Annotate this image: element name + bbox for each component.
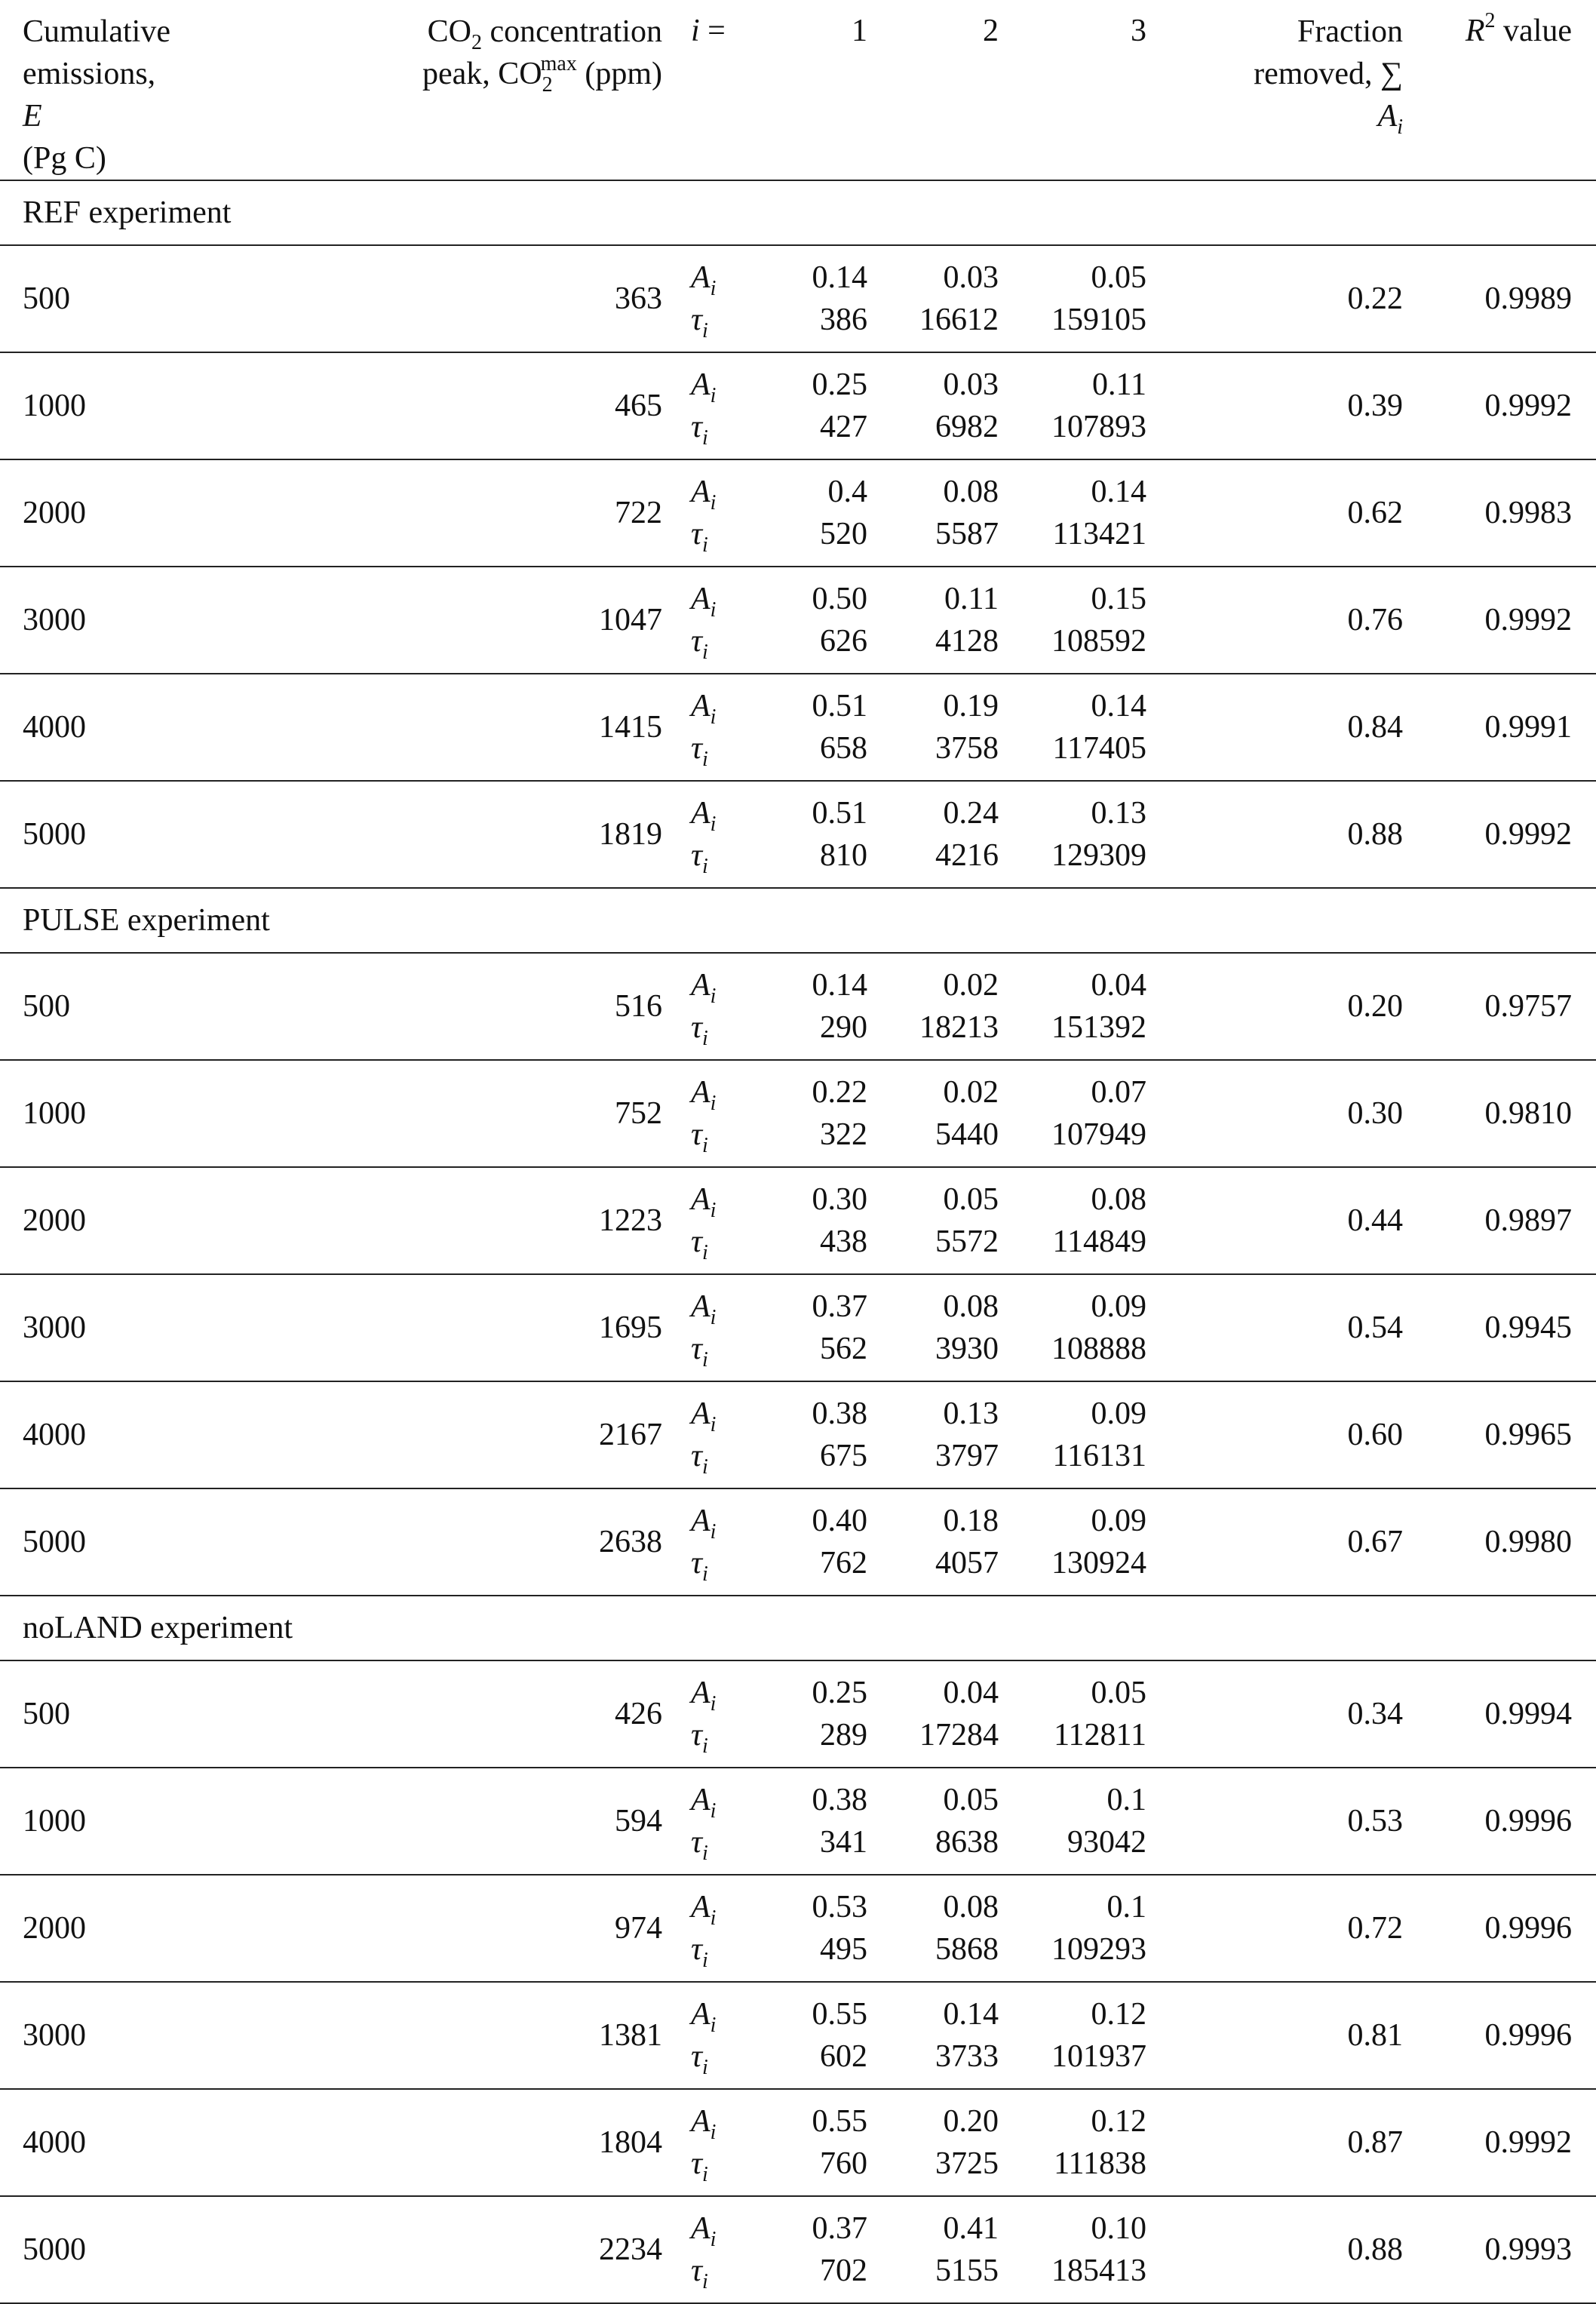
cell-i3: 0.13 129309 bbox=[999, 781, 1146, 888]
cell-i2: 0.08 5868 bbox=[867, 1875, 999, 1982]
header-i3: 3 bbox=[999, 0, 1146, 180]
cell-r2-value: 0.9992 bbox=[1403, 2089, 1596, 2196]
cell-r2-value: 0.9996 bbox=[1403, 1875, 1596, 1982]
cell-fraction-removed: 0.30 bbox=[1146, 1060, 1403, 1167]
cell-i2: 0.13 3797 bbox=[867, 1381, 999, 1488]
cell-fraction-removed: 0.39 bbox=[1146, 352, 1403, 459]
cell-co2-peak: 752 bbox=[354, 1060, 685, 1167]
cell-i3: 0.05 159105 bbox=[999, 245, 1146, 352]
cell-i2: 0.02 18213 bbox=[867, 953, 999, 1060]
cell-cumulative-emissions: 2000 bbox=[0, 1167, 354, 1274]
table-row bbox=[0, 1660, 1596, 1768]
cell-i3: 0.15 108592 bbox=[999, 567, 1146, 674]
cell-i2: 0.02 5440 bbox=[867, 1060, 999, 1167]
table-row bbox=[0, 953, 1596, 1060]
cell-fraction-removed: 0.60 bbox=[1146, 1381, 1403, 1488]
cell-i1: 0.50 626 bbox=[774, 567, 867, 674]
section-row bbox=[0, 1596, 1596, 1660]
cell-i3: 0.05 112811 bbox=[999, 1660, 1146, 1768]
cell-co2-peak: 363 bbox=[354, 245, 685, 352]
cell-i2: 0.19 3758 bbox=[867, 674, 999, 781]
table-row bbox=[0, 459, 1596, 567]
cell-r2-value: 0.9980 bbox=[1403, 1488, 1596, 1596]
cell-fraction-removed: 0.72 bbox=[1146, 1875, 1403, 1982]
table-row bbox=[0, 781, 1596, 888]
cell-i2: 0.05 5572 bbox=[867, 1167, 999, 1274]
cell-parameter-labels: $A_i$ $\tau_i$ bbox=[685, 1167, 774, 1274]
cell-co2-peak: 426 bbox=[354, 1660, 685, 1768]
cell-fraction-removed: 0.62 bbox=[1146, 459, 1403, 567]
section-title: REF experiment bbox=[0, 180, 1596, 245]
cell-co2-peak: 1047 bbox=[354, 567, 685, 674]
cell-i3: 0.04 151392 bbox=[999, 953, 1146, 1060]
cell-cumulative-emissions: 5000 bbox=[0, 781, 354, 888]
section-row bbox=[0, 180, 1596, 245]
cell-cumulative-emissions: 1000 bbox=[0, 1060, 354, 1167]
cell-cumulative-emissions: 2000 bbox=[0, 459, 354, 567]
table-row bbox=[0, 1875, 1596, 1982]
cell-i1: 0.40 762 bbox=[774, 1488, 867, 1596]
cell-i1: 0.55 760 bbox=[774, 2089, 867, 2196]
cell-cumulative-emissions: 4000 bbox=[0, 674, 354, 781]
header-co2-peak bbox=[354, 0, 685, 180]
cell-cumulative-emissions: 1000 bbox=[0, 1768, 354, 1875]
cell-fraction-removed: 0.53 bbox=[1146, 1768, 1403, 1875]
cell-r2-value: 0.9992 bbox=[1403, 567, 1596, 674]
cell-cumulative-emissions: 5000 bbox=[0, 1488, 354, 1596]
header-i2: 2 bbox=[867, 0, 999, 180]
cell-i2: 0.03 16612 bbox=[867, 245, 999, 352]
cell-fraction-removed: 0.44 bbox=[1146, 1167, 1403, 1274]
table-row bbox=[0, 245, 1596, 352]
cell-r2-value: 0.9810 bbox=[1403, 1060, 1596, 1167]
cell-cumulative-emissions: 1000 bbox=[0, 352, 354, 459]
cell-co2-peak: 1223 bbox=[354, 1167, 685, 1274]
cell-i3: 0.08 114849 bbox=[999, 1167, 1146, 1274]
cell-fraction-removed: 0.84 bbox=[1146, 674, 1403, 781]
cell-r2-value: 0.9994 bbox=[1403, 1660, 1596, 1768]
header-r2: $R^2$ value bbox=[1403, 0, 1596, 180]
cell-i3: 0.12 111838 bbox=[999, 2089, 1146, 2196]
cell-i2: 0.03 6982 bbox=[867, 352, 999, 459]
cell-i1: 0.30 438 bbox=[774, 1167, 867, 1274]
table-row bbox=[0, 674, 1596, 781]
cell-r2-value: 0.9897 bbox=[1403, 1167, 1596, 1274]
cell-parameter-labels: $A_i$ $\tau_i$ bbox=[685, 2089, 774, 2196]
cell-i3: 0.14 113421 bbox=[999, 459, 1146, 567]
cell-cumulative-emissions: 500 bbox=[0, 953, 354, 1060]
cell-co2-peak: 1819 bbox=[354, 781, 685, 888]
cell-cumulative-emissions: 4000 bbox=[0, 2089, 354, 2196]
cell-parameter-labels: $A_i$ $\tau_i$ bbox=[685, 567, 774, 674]
cell-i1: 0.37 702 bbox=[774, 2196, 867, 2303]
cell-i1: 0.38 341 bbox=[774, 1768, 867, 1875]
cell-fraction-removed: 0.54 bbox=[1146, 1274, 1403, 1381]
cell-fraction-removed: 0.20 bbox=[1146, 953, 1403, 1060]
header-row bbox=[0, 0, 1596, 180]
cell-cumulative-emissions: 500 bbox=[0, 245, 354, 352]
cell-i1: 0.25 427 bbox=[774, 352, 867, 459]
cell-i2: 0.14 3733 bbox=[867, 1982, 999, 2089]
cell-parameter-labels: $A_i$ $\tau_i$ bbox=[685, 1381, 774, 1488]
table-row bbox=[0, 1167, 1596, 1274]
cell-parameter-labels: $A_i$ $\tau_i$ bbox=[685, 953, 774, 1060]
cell-i2: 0.24 4216 bbox=[867, 781, 999, 888]
table-header bbox=[0, 0, 1596, 180]
cell-i2: 0.08 5587 bbox=[867, 459, 999, 567]
cell-i1: 0.14 386 bbox=[774, 245, 867, 352]
cell-i2: 0.20 3725 bbox=[867, 2089, 999, 2196]
table-row bbox=[0, 1982, 1596, 2089]
header-i: i = bbox=[685, 0, 774, 180]
table-row bbox=[0, 1274, 1596, 1381]
table-row bbox=[0, 2089, 1596, 2196]
cell-i2: 0.11 4128 bbox=[867, 567, 999, 674]
cell-co2-peak: 2234 bbox=[354, 2196, 685, 2303]
cell-i3: 0.14 117405 bbox=[999, 674, 1146, 781]
cell-r2-value: 0.9992 bbox=[1403, 352, 1596, 459]
cell-i1: 0.53 495 bbox=[774, 1875, 867, 1982]
cell-i1: 0.22 322 bbox=[774, 1060, 867, 1167]
cell-cumulative-emissions: 3000 bbox=[0, 1982, 354, 2089]
header-cumulative-emissions bbox=[0, 0, 354, 180]
cell-parameter-labels: $A_i$ $\tau_i$ bbox=[685, 1274, 774, 1381]
header-fraction-removed bbox=[1146, 0, 1403, 180]
cell-fraction-removed: 0.88 bbox=[1146, 2196, 1403, 2303]
section-title: noLAND experiment bbox=[0, 1596, 1596, 1660]
cell-cumulative-emissions: 3000 bbox=[0, 1274, 354, 1381]
cell-i1: 0.37 562 bbox=[774, 1274, 867, 1381]
cell-i2: 0.41 5155 bbox=[867, 2196, 999, 2303]
cell-co2-peak: 1695 bbox=[354, 1274, 685, 1381]
cell-r2-value: 0.9991 bbox=[1403, 674, 1596, 781]
cell-co2-peak: 1804 bbox=[354, 2089, 685, 2196]
cell-cumulative-emissions: 3000 bbox=[0, 567, 354, 674]
cell-co2-peak: 2638 bbox=[354, 1488, 685, 1596]
header-col2-line1: $CO_2$ concentration bbox=[427, 14, 662, 54]
cell-i3: 0.1 109293 bbox=[999, 1875, 1146, 1982]
cell-parameter-labels: $A_i$ $\tau_i$ bbox=[685, 674, 774, 781]
cell-i1: 0.25 289 bbox=[774, 1660, 867, 1768]
cell-parameter-labels: $A_i$ $\tau_i$ bbox=[685, 459, 774, 567]
cell-i1: 0.55 602 bbox=[774, 1982, 867, 2089]
cell-r2-value: 0.9983 bbox=[1403, 459, 1596, 567]
header-i1: 1 bbox=[774, 0, 867, 180]
cell-fraction-removed: 0.22 bbox=[1146, 245, 1403, 352]
section-title: PULSE experiment bbox=[0, 888, 1596, 953]
cell-cumulative-emissions: 4000 bbox=[0, 1381, 354, 1488]
cell-i2: 0.08 3930 bbox=[867, 1274, 999, 1381]
cell-r2-value: 0.9993 bbox=[1403, 2196, 1596, 2303]
cell-co2-peak: 516 bbox=[354, 953, 685, 1060]
cell-co2-peak: 722 bbox=[354, 459, 685, 567]
cell-parameter-labels: $A_i$ $\tau_i$ bbox=[685, 352, 774, 459]
cell-r2-value: 0.9989 bbox=[1403, 245, 1596, 352]
cell-parameter-labels: $A_i$ $\tau_i$ bbox=[685, 245, 774, 352]
cell-i1: 0.4 520 bbox=[774, 459, 867, 567]
cell-i3: 0.12 101937 bbox=[999, 1982, 1146, 2089]
cell-co2-peak: 594 bbox=[354, 1768, 685, 1875]
cell-i2: 0.05 8638 bbox=[867, 1768, 999, 1875]
table-row bbox=[0, 1768, 1596, 1875]
table-row bbox=[0, 1381, 1596, 1488]
cell-fraction-removed: 0.34 bbox=[1146, 1660, 1403, 1768]
cell-r2-value: 0.9996 bbox=[1403, 1768, 1596, 1875]
cell-parameter-labels: $A_i$ $\tau_i$ bbox=[685, 2196, 774, 2303]
cell-r2-value: 0.9992 bbox=[1403, 781, 1596, 888]
table-body bbox=[0, 180, 1596, 2303]
cell-i3: 0.09 108888 bbox=[999, 1274, 1146, 1381]
cell-i2: 0.18 4057 bbox=[867, 1488, 999, 1596]
header-col7-line1: Fraction bbox=[1297, 14, 1403, 49]
cell-i3: 0.07 107949 bbox=[999, 1060, 1146, 1167]
cell-parameter-labels: $A_i$ $\tau_i$ bbox=[685, 1875, 774, 1982]
table-row bbox=[0, 2196, 1596, 2303]
header-col2-line2: peak, $CO_2^{max}$ (ppm) bbox=[422, 52, 662, 97]
cell-i3: 0.11 107893 bbox=[999, 352, 1146, 459]
cell-co2-peak: 2167 bbox=[354, 1381, 685, 1488]
header-col1-line1: Cumulative bbox=[23, 14, 170, 49]
cell-parameter-labels: $A_i$ $\tau_i$ bbox=[685, 1060, 774, 1167]
cell-cumulative-emissions: 2000 bbox=[0, 1875, 354, 1982]
cell-i1: 0.51 810 bbox=[774, 781, 867, 888]
cell-parameter-labels: $A_i$ $\tau_i$ bbox=[685, 781, 774, 888]
cell-fraction-removed: 0.88 bbox=[1146, 781, 1403, 888]
table-row bbox=[0, 1060, 1596, 1167]
cell-parameter-labels: $A_i$ $\tau_i$ bbox=[685, 1768, 774, 1875]
cell-i3: 0.10 185413 bbox=[999, 2196, 1146, 2303]
cell-fraction-removed: 0.67 bbox=[1146, 1488, 1403, 1596]
cell-co2-peak: 1381 bbox=[354, 1982, 685, 2089]
table-row bbox=[0, 567, 1596, 674]
cell-r2-value: 0.9757 bbox=[1403, 953, 1596, 1060]
header-col1-line2: emissions, E (Pg C) bbox=[23, 57, 156, 176]
cell-fraction-removed: 0.76 bbox=[1146, 567, 1403, 674]
cell-parameter-labels: $A_i$ $\tau_i$ bbox=[685, 1982, 774, 2089]
cell-r2-value: 0.9965 bbox=[1403, 1381, 1596, 1488]
cell-co2-peak: 1415 bbox=[354, 674, 685, 781]
cell-r2-value: 0.9996 bbox=[1403, 1982, 1596, 2089]
cell-co2-peak: 465 bbox=[354, 352, 685, 459]
table-row bbox=[0, 1488, 1596, 1596]
table-row bbox=[0, 352, 1596, 459]
cell-cumulative-emissions: 5000 bbox=[0, 2196, 354, 2303]
cell-i1: 0.51 658 bbox=[774, 674, 867, 781]
cell-co2-peak: 974 bbox=[354, 1875, 685, 1982]
cell-parameter-labels: $A_i$ $\tau_i$ bbox=[685, 1488, 774, 1596]
cell-fraction-removed: 0.87 bbox=[1146, 2089, 1403, 2196]
cell-i1: 0.38 675 bbox=[774, 1381, 867, 1488]
cell-i3: 0.1 93042 bbox=[999, 1768, 1146, 1875]
section-row bbox=[0, 888, 1596, 953]
cell-r2-value: 0.9945 bbox=[1403, 1274, 1596, 1381]
header-col7-line2: removed, ∑ $A_i$ bbox=[1254, 57, 1403, 139]
cell-i1: 0.14 290 bbox=[774, 953, 867, 1060]
cell-i3: 0.09 116131 bbox=[999, 1381, 1146, 1488]
cell-i3: 0.09 130924 bbox=[999, 1488, 1146, 1596]
cell-parameter-labels: $A_i$ $\tau_i$ bbox=[685, 1660, 774, 1768]
cell-i2: 0.04 17284 bbox=[867, 1660, 999, 1768]
cell-cumulative-emissions: 500 bbox=[0, 1660, 354, 1768]
cell-fraction-removed: 0.81 bbox=[1146, 1982, 1403, 2089]
